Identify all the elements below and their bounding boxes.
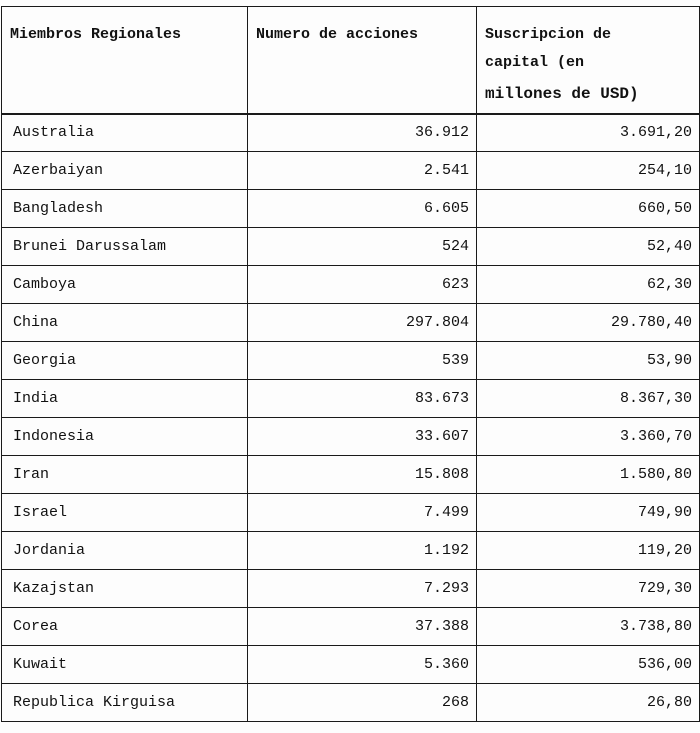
header-shares-label: Numero de acciones [256, 26, 419, 43]
capital-value: 29.780,40 [477, 304, 700, 342]
shares-value: 37.388 [248, 608, 477, 646]
shares-value: 2.541 [248, 152, 477, 190]
table-row [2, 304, 700, 342]
member-name: Brunei Darussalam [2, 228, 248, 266]
table-row [2, 684, 700, 722]
capital-value: 1.580,80 [477, 456, 700, 494]
table-row [2, 152, 700, 190]
shares-value: 36.912 [248, 114, 477, 152]
member-name: Republica Kirguisa [2, 684, 248, 722]
member-name: Corea [2, 608, 248, 646]
capital-value: 8.367,30 [477, 380, 700, 418]
capital-value: 26,80 [477, 684, 700, 722]
header-capital [477, 7, 700, 114]
capital-value: 660,50 [477, 190, 700, 228]
table-row [2, 646, 700, 684]
shares-value: 5.360 [248, 646, 477, 684]
shares-value: 7.293 [248, 570, 477, 608]
shares-value: 1.192 [248, 532, 477, 570]
member-name: Azerbaiyan [2, 152, 248, 190]
capital-value: 749,90 [477, 494, 700, 532]
shares-value: 623 [248, 266, 477, 304]
capital-value: 53,90 [477, 342, 700, 380]
capital-value: 729,30 [477, 570, 700, 608]
header-capital-line-3: millones de USD) [485, 85, 639, 103]
shares-value: 83.673 [248, 380, 477, 418]
header-capital-line-2: capital (en [485, 54, 585, 71]
table-row [2, 418, 700, 456]
capital-value: 3.360,70 [477, 418, 700, 456]
member-name: Jordania [2, 532, 248, 570]
table-row [2, 114, 700, 152]
table-row [2, 570, 700, 608]
table-body [2, 114, 700, 722]
capital-value: 52,40 [477, 228, 700, 266]
capital-value: 119,20 [477, 532, 700, 570]
regional-members-table [1, 6, 700, 722]
table-row [2, 456, 700, 494]
member-name: Georgia [2, 342, 248, 380]
header-capital-line-1: Suscripcion de [485, 26, 612, 43]
member-name: Australia [2, 114, 248, 152]
member-name: Kazajstan [2, 570, 248, 608]
member-name: Bangladesh [2, 190, 248, 228]
table-row [2, 266, 700, 304]
shares-value: 33.607 [248, 418, 477, 456]
capital-value: 254,10 [477, 152, 700, 190]
table-row [2, 228, 700, 266]
member-name: Indonesia [2, 418, 248, 456]
capital-value: 3.738,80 [477, 608, 700, 646]
table-row [2, 494, 700, 532]
table-row [2, 190, 700, 228]
shares-value: 6.605 [248, 190, 477, 228]
header-members [2, 7, 248, 114]
table-row [2, 608, 700, 646]
member-name: Kuwait [2, 646, 248, 684]
header-shares [248, 7, 477, 114]
shares-value: 297.804 [248, 304, 477, 342]
capital-value: 62,30 [477, 266, 700, 304]
member-name: India [2, 380, 248, 418]
member-name: Iran [2, 456, 248, 494]
shares-value: 15.808 [248, 456, 477, 494]
capital-value: 3.691,20 [477, 114, 700, 152]
table-row [2, 342, 700, 380]
table-header-row [2, 7, 700, 114]
shares-value: 524 [248, 228, 477, 266]
shares-value: 7.499 [248, 494, 477, 532]
shares-value: 539 [248, 342, 477, 380]
member-name: Camboya [2, 266, 248, 304]
member-name: China [2, 304, 248, 342]
capital-value: 536,00 [477, 646, 700, 684]
table-row [2, 380, 700, 418]
member-name: Israel [2, 494, 248, 532]
header-members-label: Miembros Regionales [10, 26, 182, 43]
table-row [2, 532, 700, 570]
shares-value: 268 [248, 684, 477, 722]
